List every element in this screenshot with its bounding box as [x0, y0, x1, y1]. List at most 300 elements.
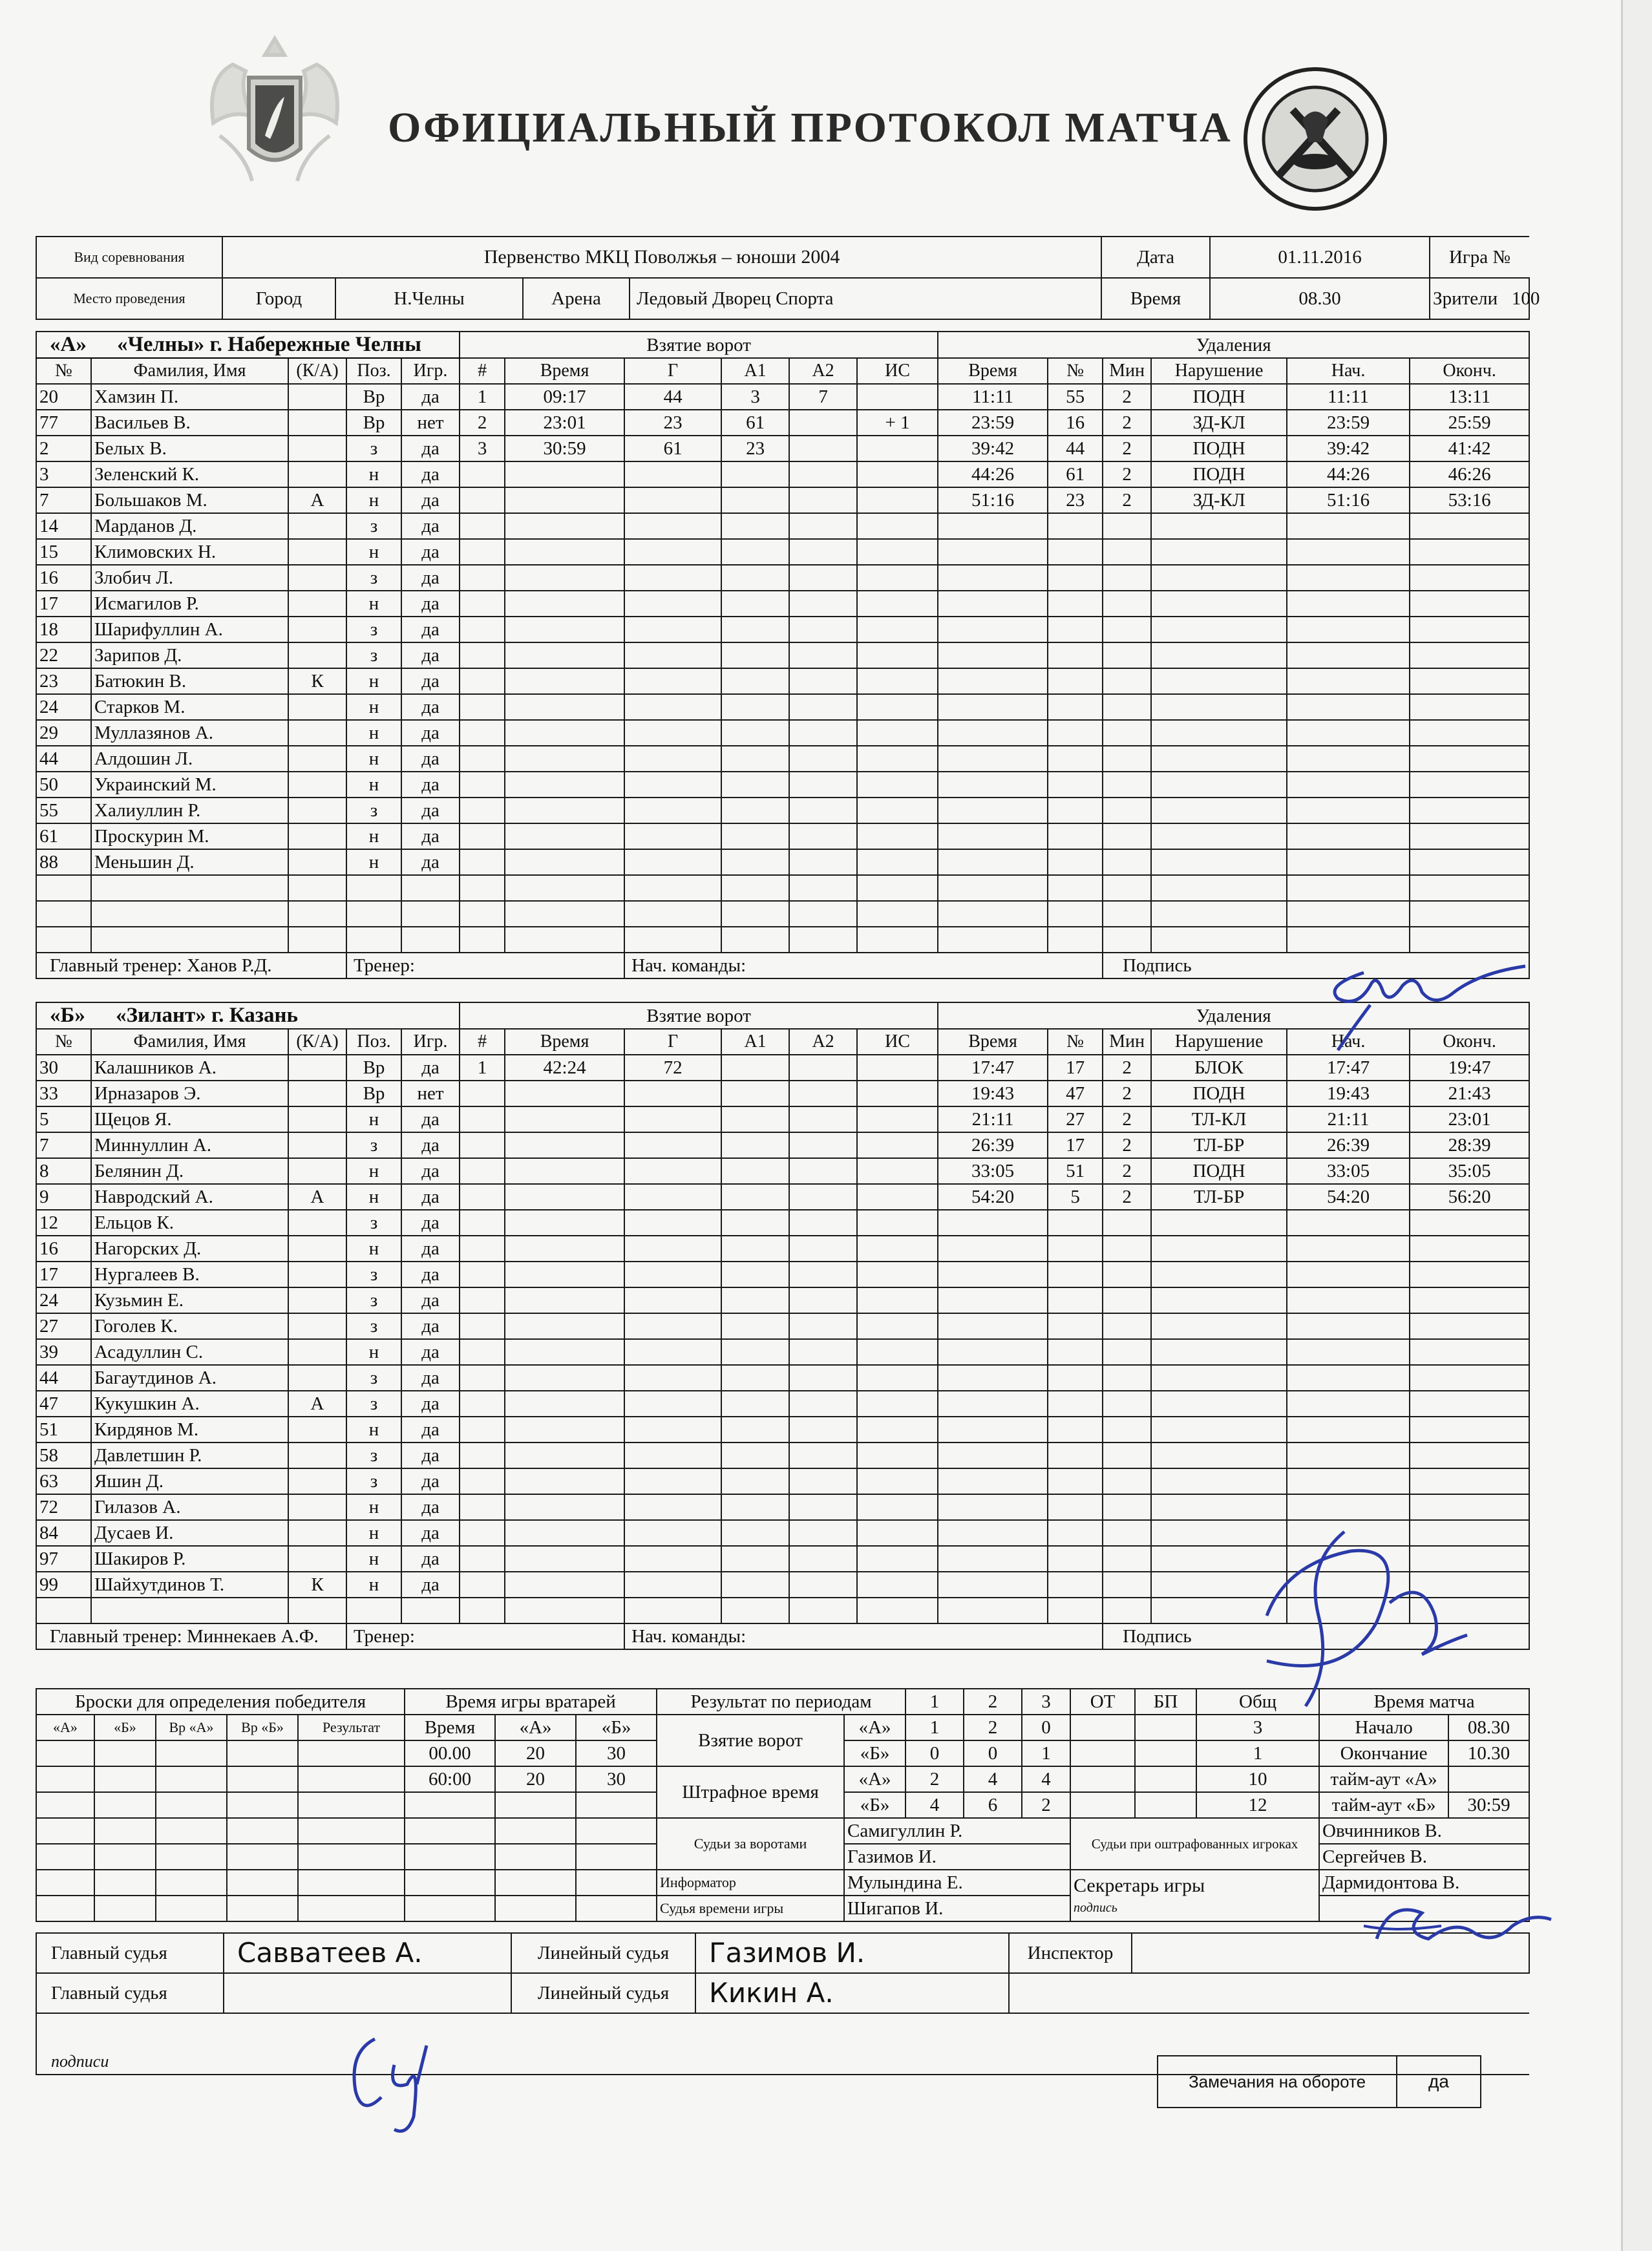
- gk-time-heading: Время игры вратарей: [405, 1689, 657, 1715]
- player-number: 2: [36, 436, 91, 461]
- col-pen-time: Время: [938, 1029, 1048, 1055]
- player-number: 23: [36, 668, 91, 694]
- page-edge: [1621, 0, 1652, 2251]
- gk-cell: [405, 1896, 495, 1921]
- period-1-heading: 1: [905, 1689, 964, 1715]
- goal-assist-1: [721, 539, 789, 565]
- player-played: да: [401, 1468, 460, 1494]
- goal-assist-1: [721, 849, 789, 875]
- goal-assist-2: [789, 565, 857, 591]
- goal-assist-1: [721, 1184, 789, 1210]
- penalty-minutes: [1103, 1236, 1151, 1262]
- col-name: Фамилия, Имя: [91, 1029, 288, 1055]
- goal-scorer: [624, 849, 721, 875]
- timeout-b-value: 30:59: [1448, 1792, 1529, 1818]
- goal-number: [460, 798, 505, 823]
- player-captaincy: [288, 513, 346, 539]
- penalty-player: [1048, 849, 1103, 875]
- team-a-name: «Челны» г. Набережные Челны: [117, 333, 421, 356]
- goal-assist-2: [789, 720, 857, 746]
- player-row: [36, 1262, 1529, 1287]
- player-row: [36, 384, 1529, 410]
- player-played: [401, 901, 460, 927]
- team-a-head-coach: Главный тренер: Ханов Р.Д.: [36, 953, 346, 978]
- goal-number: [460, 1262, 505, 1287]
- so-col-result: Результат: [298, 1715, 405, 1740]
- penalty-minutes: [1103, 1494, 1151, 1520]
- player-number: 3: [36, 461, 91, 487]
- player-played: да: [401, 1572, 460, 1598]
- goal-assist-2: [789, 1468, 857, 1494]
- penalty-minutes: [1103, 642, 1151, 668]
- goal-scorer: [624, 901, 721, 927]
- player-row: [36, 875, 1529, 901]
- penalty-minutes: [1103, 1572, 1151, 1598]
- goal-assist-2: [789, 513, 857, 539]
- so-cell: [227, 1792, 298, 1818]
- penalty-start: 51:16: [1287, 487, 1410, 513]
- penalty-player: [1048, 513, 1103, 539]
- penalty-time: [938, 823, 1048, 849]
- goal-assist-1: [721, 1313, 789, 1339]
- goal-assist-1: [721, 1365, 789, 1391]
- goal-time: [505, 849, 624, 875]
- col-ka: (К/А): [288, 358, 346, 384]
- goal-number: [460, 539, 505, 565]
- player-position: Вр: [346, 1081, 401, 1106]
- player-number: 20: [36, 384, 91, 410]
- goal-time: [505, 1339, 624, 1365]
- goal-scorer: [624, 1313, 721, 1339]
- goal-scorer: 23: [624, 410, 721, 436]
- player-number: 51: [36, 1417, 91, 1443]
- player-number: 50: [36, 772, 91, 798]
- goal-scorer: [624, 668, 721, 694]
- goal-time: [505, 875, 624, 901]
- player-number: [36, 875, 91, 901]
- penalty-end: [1410, 1313, 1529, 1339]
- player-position: з: [346, 617, 401, 642]
- player-number: 29: [36, 720, 91, 746]
- penalty-minutes: [1103, 1468, 1151, 1494]
- player-captaincy: К: [288, 1572, 346, 1598]
- player-position: з: [346, 1443, 401, 1468]
- col-pen-time: Время: [938, 358, 1048, 384]
- goal-assist-2: [789, 617, 857, 642]
- goal-time: 42:24: [505, 1055, 624, 1081]
- goal-assist-2: [789, 1287, 857, 1313]
- player-played: да: [401, 565, 460, 591]
- penalty-player: 16: [1048, 410, 1103, 436]
- penalty-start: [1287, 694, 1410, 720]
- penalty-player: [1048, 1546, 1103, 1572]
- penalty-violation: [1151, 1365, 1287, 1391]
- goal-assist-2: [789, 1210, 857, 1236]
- penalty-minutes: 2: [1103, 1158, 1151, 1184]
- player-played: да: [401, 436, 460, 461]
- player-name: Белых В.: [91, 436, 288, 461]
- player-row: [36, 823, 1529, 849]
- goal-assist-1: [721, 1494, 789, 1520]
- goal-time: [505, 1081, 624, 1106]
- goal-assist-1: [721, 1339, 789, 1365]
- goal-time: [505, 1520, 624, 1546]
- player-position: н: [346, 461, 401, 487]
- player-position: н: [346, 1520, 401, 1546]
- penalty-time: 26:39: [938, 1132, 1048, 1158]
- player-row: [36, 694, 1529, 720]
- penalty-player: 61: [1048, 461, 1103, 487]
- player-captaincy: [288, 1081, 346, 1106]
- player-number: 9: [36, 1184, 91, 1210]
- referee-label-1: Главный судья: [36, 1933, 224, 1973]
- penalty-time: [938, 1572, 1048, 1598]
- penalty-end: [1410, 1210, 1529, 1236]
- penalty-start: [1287, 849, 1410, 875]
- player-played: да: [401, 1055, 460, 1081]
- goal-situation: [857, 642, 938, 668]
- penalty-player: 17: [1048, 1132, 1103, 1158]
- penalty-player: 5: [1048, 1184, 1103, 1210]
- player-row: [36, 410, 1529, 436]
- penalty-end: [1410, 1339, 1529, 1365]
- goal-assist-2: [789, 1520, 857, 1546]
- player-position: з: [346, 798, 401, 823]
- penalty-time: [938, 642, 1048, 668]
- goal-assist-1: [721, 1236, 789, 1262]
- goal-situation: [857, 798, 938, 823]
- goals-a-p3: 0: [1022, 1715, 1070, 1740]
- goal-assist-2: [789, 436, 857, 461]
- player-name: Кукушкин А.: [91, 1391, 288, 1417]
- player-name: Зеленский К.: [91, 461, 288, 487]
- goal-assist-2: [789, 1365, 857, 1391]
- player-captaincy: [288, 1598, 346, 1623]
- goals-b-ot: [1070, 1740, 1135, 1766]
- signature-team-b: [1228, 1512, 1499, 1726]
- gk-cell: [576, 1896, 657, 1921]
- player-played: да: [401, 1546, 460, 1572]
- so-cell: [36, 1740, 94, 1766]
- penalty-player: [1048, 1443, 1103, 1468]
- player-captaincy: [288, 1339, 346, 1365]
- goal-situation: [857, 1546, 938, 1572]
- goal-time: [505, 565, 624, 591]
- arena-label: Арена: [523, 278, 630, 319]
- player-position: н: [346, 1572, 401, 1598]
- penalty-end: [1410, 1262, 1529, 1287]
- penalty-end: [1410, 1236, 1529, 1262]
- goal-time: [505, 1391, 624, 1417]
- penalty-time: [938, 1313, 1048, 1339]
- goals-a-p2: 2: [964, 1715, 1022, 1740]
- penalty-violation: ТЛ-БР: [1151, 1184, 1287, 1210]
- penalty-minutes: [1103, 591, 1151, 617]
- player-played: да: [401, 694, 460, 720]
- goal-time: [505, 1313, 624, 1339]
- player-captaincy: [288, 694, 346, 720]
- penalty-start: 23:59: [1287, 410, 1410, 436]
- goal-scorer: [624, 1572, 721, 1598]
- player-position: з: [346, 1132, 401, 1158]
- goal-scorer: [624, 1081, 721, 1106]
- team-b-name: «Зилант» г. Казань: [116, 1004, 298, 1027]
- penalty-end: [1410, 901, 1529, 927]
- penalty-player: [1048, 565, 1103, 591]
- player-row: [36, 1081, 1529, 1106]
- penalty-end: [1410, 772, 1529, 798]
- penalty-judges-label: Судьи при оштрафованных игроках: [1070, 1818, 1319, 1870]
- penalty-time: [938, 875, 1048, 901]
- pim-b-total: 12: [1196, 1792, 1319, 1818]
- penalty-end: [1410, 513, 1529, 539]
- goal-judge-1: Самигуллин Р.: [844, 1818, 1070, 1844]
- goal-judges-label: Судьи за воротами: [657, 1818, 844, 1870]
- player-name: Белянин Д.: [91, 1158, 288, 1184]
- penalty-start: [1287, 875, 1410, 901]
- player-name: Асадуллин С.: [91, 1339, 288, 1365]
- player-played: да: [401, 1210, 460, 1236]
- penalty-end: 35:05: [1410, 1158, 1529, 1184]
- player-name: Багаутдинов А.: [91, 1365, 288, 1391]
- player-captaincy: [288, 901, 346, 927]
- pim-a-p3: 4: [1022, 1766, 1070, 1792]
- goal-time: [505, 1236, 624, 1262]
- goal-scorer: [624, 720, 721, 746]
- penalty-time: [938, 1339, 1048, 1365]
- penalty-player: [1048, 1365, 1103, 1391]
- goal-scorer: [624, 617, 721, 642]
- goal-scorer: [624, 927, 721, 953]
- goal-assist-1: [721, 1287, 789, 1313]
- penalty-time: [938, 1236, 1048, 1262]
- linesman-label-2: Линейный судья: [511, 1973, 695, 2013]
- player-row: [36, 1106, 1529, 1132]
- player-name: Шарифуллин А.: [91, 617, 288, 642]
- penalty-start: 54:20: [1287, 1184, 1410, 1210]
- penalty-player: [1048, 1313, 1103, 1339]
- player-played: да: [401, 1236, 460, 1262]
- goal-assist-2: [789, 694, 857, 720]
- penalty-end: 46:26: [1410, 461, 1529, 487]
- penalty-player: [1048, 1262, 1103, 1287]
- goal-situation: [857, 1287, 938, 1313]
- penalty-player: 47: [1048, 1081, 1103, 1106]
- player-number: 44: [36, 746, 91, 772]
- goals-a-total: 3: [1196, 1715, 1319, 1740]
- player-name: Меньшин Д.: [91, 849, 288, 875]
- player-row: [36, 1236, 1529, 1262]
- goal-assist-1: [721, 772, 789, 798]
- goal-assist-2: [789, 1236, 857, 1262]
- player-position: н: [346, 772, 401, 798]
- player-position: н: [346, 1236, 401, 1262]
- goal-assist-2: [789, 1106, 857, 1132]
- player-captaincy: [288, 384, 346, 410]
- player-position: з: [346, 513, 401, 539]
- player-position: Вр: [346, 384, 401, 410]
- player-played: да: [401, 1391, 460, 1417]
- goal-time: [505, 1494, 624, 1520]
- end-label: Окончание: [1319, 1740, 1448, 1766]
- penalty-player: [1048, 927, 1103, 953]
- gk-row-1-b: 30: [576, 1740, 657, 1766]
- penalty-player: [1048, 1468, 1103, 1494]
- player-name: Марданов Д.: [91, 513, 288, 539]
- goal-number: [460, 461, 505, 487]
- col-goal-time: Время: [505, 358, 624, 384]
- player-row: [36, 1210, 1529, 1236]
- player-position: з: [346, 565, 401, 591]
- so-cell: [156, 1818, 227, 1844]
- penalty-time: 11:11: [938, 384, 1048, 410]
- penalty-time: [938, 746, 1048, 772]
- player-played: да: [401, 1132, 460, 1158]
- penalty-end: [1410, 668, 1529, 694]
- player-captaincy: [288, 461, 346, 487]
- gk-cell: [576, 1818, 657, 1844]
- penalty-violation: [1151, 1262, 1287, 1287]
- goal-number: [460, 1236, 505, 1262]
- gk-col-time: Время: [405, 1715, 495, 1740]
- goal-assist-2: [789, 798, 857, 823]
- goal-time: 30:59: [505, 436, 624, 461]
- player-captaincy: [288, 1055, 346, 1081]
- penalty-time: [938, 1210, 1048, 1236]
- goal-number: [460, 927, 505, 953]
- penalty-time: [938, 1262, 1048, 1287]
- penalty-time: [938, 1598, 1048, 1623]
- penalty-end: 41:42: [1410, 436, 1529, 461]
- goal-time: [505, 823, 624, 849]
- so-cell: [156, 1766, 227, 1792]
- goal-assist-1: [721, 565, 789, 591]
- goal-situation: [857, 1262, 938, 1287]
- penalty-time: [938, 617, 1048, 642]
- player-captaincy: [288, 720, 346, 746]
- penalty-end: [1410, 591, 1529, 617]
- goal-assist-2: [789, 1572, 857, 1598]
- player-row: [36, 642, 1529, 668]
- goal-assist-2: [789, 927, 857, 953]
- player-name: Яшин Д.: [91, 1468, 288, 1494]
- penalty-violation: [1151, 798, 1287, 823]
- goal-scorer: [624, 1443, 721, 1468]
- goal-assist-1: [721, 1055, 789, 1081]
- penalty-time: [938, 1546, 1048, 1572]
- player-number: 5: [36, 1106, 91, 1132]
- goal-assist-1: [721, 617, 789, 642]
- penalty-player: [1048, 746, 1103, 772]
- goal-time: [505, 772, 624, 798]
- player-position: н: [346, 694, 401, 720]
- penalty-time: [938, 668, 1048, 694]
- player-row: [36, 1391, 1529, 1417]
- player-position: н: [346, 1546, 401, 1572]
- player-number: [36, 901, 91, 927]
- goal-situation: [857, 927, 938, 953]
- goal-assist-2: [789, 642, 857, 668]
- goal-number: [460, 1313, 505, 1339]
- penalty-violation: [1151, 1391, 1287, 1417]
- goal-situation: [857, 1598, 938, 1623]
- goal-number: [460, 1520, 505, 1546]
- player-row: [36, 772, 1529, 798]
- start-label: Начало: [1319, 1715, 1448, 1740]
- gk-cell: [495, 1896, 576, 1921]
- player-number: 17: [36, 591, 91, 617]
- signature-secretary: [1364, 1887, 1558, 1965]
- penalty-minutes: [1103, 901, 1151, 927]
- penalty-time: 33:05: [938, 1158, 1048, 1184]
- col-situation: ИС: [857, 1029, 938, 1055]
- player-row: [36, 1468, 1529, 1494]
- team-a-goals-heading: Взятие ворот: [460, 332, 938, 358]
- goal-assist-2: [789, 772, 857, 798]
- remarks-label: Замечания на обороте: [1158, 2056, 1397, 2108]
- so-cell: [298, 1792, 405, 1818]
- col-pen-end: Оконч.: [1410, 358, 1529, 384]
- penalty-violation: [1151, 1313, 1287, 1339]
- goal-assist-1: [721, 461, 789, 487]
- player-captaincy: [288, 539, 346, 565]
- goal-situation: [857, 720, 938, 746]
- player-number: 63: [36, 1468, 91, 1494]
- penalty-player: [1048, 1391, 1103, 1417]
- goal-assist-1: [721, 513, 789, 539]
- player-played: да: [401, 668, 460, 694]
- so-cell: [227, 1896, 298, 1921]
- player-number: 15: [36, 539, 91, 565]
- goal-assist-1: 23: [721, 436, 789, 461]
- goal-scorer: [624, 772, 721, 798]
- gk-cell: [405, 1818, 495, 1844]
- penalty-time: [938, 1494, 1048, 1520]
- so-cell: [156, 1792, 227, 1818]
- player-number: 17: [36, 1262, 91, 1287]
- penalty-start: [1287, 720, 1410, 746]
- penalty-minutes: 2: [1103, 436, 1151, 461]
- player-position: н: [346, 849, 401, 875]
- player-name: Украинский М.: [91, 772, 288, 798]
- linesman-label-1: Линейный судья: [511, 1933, 695, 1973]
- penalty-player: [1048, 875, 1103, 901]
- col-assist-1: А1: [721, 358, 789, 384]
- penalty-time: 44:26: [938, 461, 1048, 487]
- player-position: з: [346, 1210, 401, 1236]
- player-played: да: [401, 1417, 460, 1443]
- goal-scorer: [624, 461, 721, 487]
- goal-assist-1: 3: [721, 384, 789, 410]
- player-position: н: [346, 487, 401, 513]
- goal-situation: [857, 513, 938, 539]
- goal-scorer: [624, 798, 721, 823]
- pim-a-p2: 4: [964, 1766, 1022, 1792]
- goal-situation: [857, 772, 938, 798]
- penalty-minutes: 2: [1103, 1081, 1151, 1106]
- timekeeper-label: Судья времени игры: [657, 1896, 844, 1921]
- goal-time: [505, 1598, 624, 1623]
- penalty-player: [1048, 1236, 1103, 1262]
- penalty-end: [1410, 617, 1529, 642]
- player-number: 22: [36, 642, 91, 668]
- so-cell: [36, 1766, 94, 1792]
- goal-number: [460, 1572, 505, 1598]
- penalty-time: [938, 1391, 1048, 1417]
- goal-scorer: 72: [624, 1055, 721, 1081]
- penalty-violation: [1151, 901, 1287, 927]
- goal-assist-2: [789, 823, 857, 849]
